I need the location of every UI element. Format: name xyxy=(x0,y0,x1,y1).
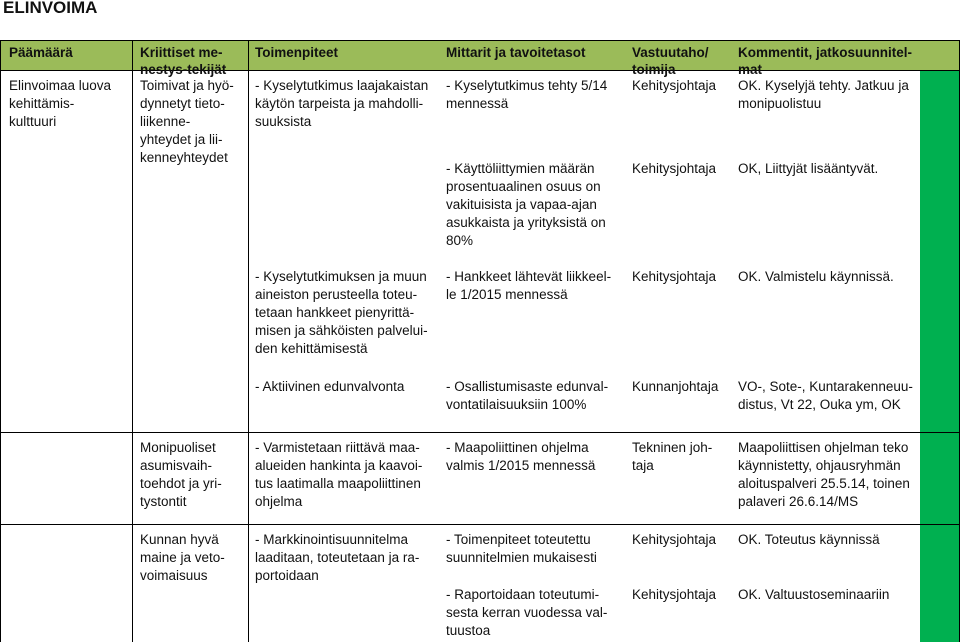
responsible-cell: Kehitysjohtaja xyxy=(632,78,717,93)
comment-cell: Maapoliittisen ohjelman teko käynnistetty, ohjausryhmän aloituspalveri 25.5.14, toinen palaveri 26.6.14/MS xyxy=(738,440,910,509)
responsible-cell: Kehitysjohtaja xyxy=(632,587,717,602)
action-cell: - Varmistetaan riittävä maa- alueiden hankinta ja kaavoi- tus laatimalla maapoliittinen ohjelma xyxy=(255,440,423,509)
status-indicator-green xyxy=(920,366,960,432)
responsible-cell: Kunnanjohtaja xyxy=(632,379,719,394)
metric-cell: - Käyttöliittymien määrän prosentuaalinen osuus on vakituisista ja vapaa-ajan asukkaista ja yrityksistä on 80% xyxy=(446,161,606,248)
responsible-cell: Kehitysjohtaja xyxy=(632,269,717,284)
metric-cell: - Kyselytutkimus tehty 5/14 mennessä xyxy=(446,78,608,111)
table-border xyxy=(132,40,133,642)
status-indicator-green xyxy=(920,432,960,524)
metric-cell: - Raportoidaan toteutumi- sesta kerran vuodessa val- tuustoa xyxy=(446,587,608,638)
csf-cell: Kunnan hyvä maine ja veto- voimaisuus xyxy=(140,532,225,583)
status-indicator-green xyxy=(920,524,960,642)
status-indicator-green xyxy=(920,70,960,172)
table-border xyxy=(248,40,249,642)
responsible-cell: Kehitysjohtaja xyxy=(632,532,717,547)
responsible-cell: Tekninen joh- taja xyxy=(632,440,713,473)
metric-cell: - Maapoliittinen ohjelma valmis 1/2015 mennessä xyxy=(446,440,596,473)
comment-cell: OK. Valmistelu käynnissä. xyxy=(738,269,894,284)
responsible-cell: Kehitysjohtaja xyxy=(632,161,717,176)
csf-cell: Toimivat ja hyö- dynnetyt tieto- liikenne- yhteydet ja lii- kenneyhteydet xyxy=(140,78,234,165)
header-mittarit: Mittarit ja tavoitetasot xyxy=(446,45,586,60)
comment-cell: OK. Valtuustoseminaariin xyxy=(738,587,890,602)
comment-cell: OK, Liittyjät lisääntyvät. xyxy=(738,161,879,176)
comment-cell: OK. Kyselyjä tehty. Jatkuu ja monipuolistuu xyxy=(738,78,909,111)
metric-cell: - Toimenpiteet toteutettu suunnitelmien mukaisesti xyxy=(446,532,597,565)
table-border xyxy=(0,432,960,433)
header-paamaara: Päämäärä xyxy=(9,45,73,60)
document-title: ELINVOIMA xyxy=(3,0,98,17)
goal-cell: Elinvoimaa luova kehittämis- kulttuuri xyxy=(9,78,112,129)
action-cell: - Markkinointisuunnitelma laaditaan, toteutetaan ja ra- portoidaan xyxy=(255,532,420,583)
comment-cell: OK. Toteutus käynnissä xyxy=(738,532,880,547)
table-border xyxy=(0,40,1,642)
header-toimenpiteet: Toimenpiteet xyxy=(255,45,339,60)
header-kriittiset-menestystekijat: Kriittiset me- nestys-tekijät xyxy=(140,45,227,77)
header-kommentit: Kommentit, jatkosuunnitel- mat xyxy=(738,45,913,77)
metric-cell: - Osallistumisaste edunval- vontatilaisuuksiin 100% xyxy=(446,379,609,412)
table-border xyxy=(0,524,960,525)
comment-cell: VO-, Sote-, Kuntarakenneuu- distus, Vt 22, Ouka ym, OK xyxy=(738,379,913,412)
header-vastuutaho: Vastuutaho/ toimija xyxy=(632,45,709,77)
table-border xyxy=(0,40,960,41)
action-cell: - Kyselytutkimuksen ja muun aineiston perusteella toteu- tetaan hankkeet pienyrittä- misen ja sähköisten palvelui- den kehittämisestä xyxy=(255,269,428,356)
action-cell: - Aktiivinen edunvalvonta xyxy=(255,379,405,394)
metric-cell: - Hankkeet lähtevät liikkeel- le 1/2015 mennessä xyxy=(446,269,612,302)
status-indicator-green xyxy=(920,172,960,250)
action-cell: - Kyselytutkimus laajakaistan käytön tarpeista ja mahdolli- suuksista xyxy=(255,78,429,129)
csf-cell: Monipuoliset asumisvaih- toehdot ja yri- tystontit xyxy=(140,440,222,509)
status-indicator-green xyxy=(920,250,960,366)
